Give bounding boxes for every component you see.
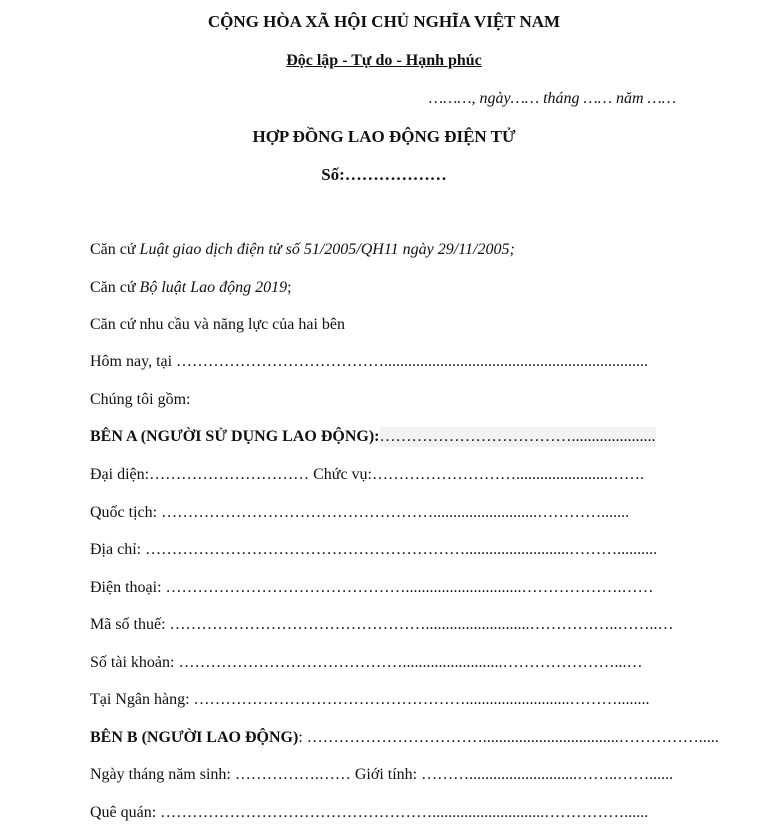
party-b-heading-fill: : ……………………………..................................……………..... [298,729,719,746]
party-b-hometown: Quê quán: ……………………………………………............................……………...... [90,804,649,821]
party-b-heading-label: BÊN B (NGƯỜI LAO ĐỘNG) [90,729,299,746]
party-a-nationality: Quốc tịch: ……………………………………………..........................…………....... [90,504,630,521]
motto-heading: Độc lập - Tự do - Hạnh phúc [286,52,482,69]
party-a-heading-label: BÊN A (NGƯỜI SỬ DỤNG LAO ĐỘNG): [90,428,380,445]
contract-number: Số:……………… [321,165,447,184]
legal-basis-2-suffix: ; [287,279,292,296]
party-b-birth-gender: Ngày tháng năm sinh: …………….…… Giới tính: ………...........................……..……...... [90,766,674,783]
legal-basis-1 [90,240,515,260]
party-a-bank: Tại Ngân hàng: ……………………………………………..........................………........ [90,691,650,708]
today-location-line: Hôm nay, tại ………………………………….................................................................. [90,353,649,370]
legal-basis-1-law: Luật giao dịch điện tử số 51/2005/QH11 ngày 29/11/2005; [139,241,515,258]
party-a-heading [90,427,656,447]
legal-basis-2-prefix: Căn cứ [90,279,140,296]
party-a-representative: Đại diện:………………………… Chức vụ:……………………….......................……. [90,466,644,483]
legal-basis-3: Căn cứ nhu cầu và năng lực của hai bên [90,316,346,333]
party-a-address: Địa chỉ: ……………………………………………………..........................……….......... [90,541,658,558]
party-a-phone: Điện thoại: ……………………………………….............................……………….…… [90,579,654,596]
legal-basis-2-law: Bộ luật Lao động 2019 [139,279,288,296]
contract-title: HỢP ĐỒNG LAO ĐỘNG ĐIỆN TỬ [252,127,516,146]
legal-basis-1-prefix: Căn cứ [90,241,140,258]
party-a-account: Số tài khoản: …………………………………….........................…………………...… [90,654,643,671]
party-a-heading-fill: ………………………………..................... [379,428,656,445]
party-a-tax-code: Mã số thuế: …………………………………………..........................……………..……..… [90,616,674,633]
date-line: ………, ngày…… tháng …… năm …… [428,90,676,107]
party-b-heading [90,728,719,748]
legal-basis-2 [90,278,292,298]
we-include-line: Chúng tôi gồm: [90,391,191,408]
country-heading: CỘNG HÒA XÃ HỘI CHỦ NGHĨA VIỆT NAM [207,12,561,31]
